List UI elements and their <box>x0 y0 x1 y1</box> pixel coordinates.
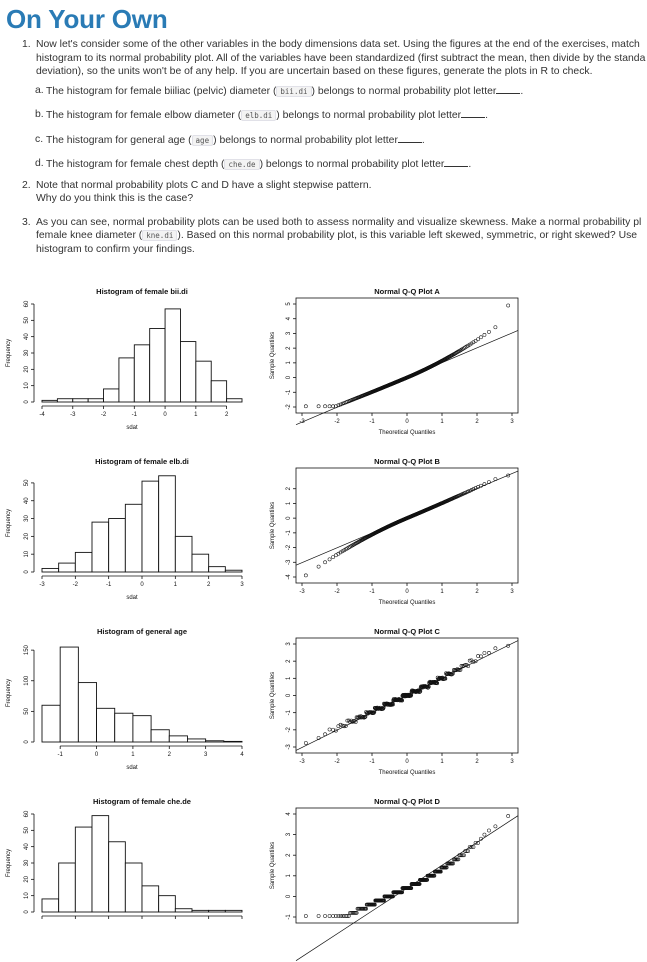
subitem-a <box>36 84 647 99</box>
histogram-bar <box>125 504 142 572</box>
subitem-text: ) belongs to normal probability plot letter <box>276 110 462 121</box>
x-tick-label: 1 <box>173 582 178 588</box>
histogram-bar <box>224 741 242 742</box>
y-tick-label: 10 <box>24 892 30 900</box>
qq-point <box>494 647 497 650</box>
histogram-bar <box>142 886 159 912</box>
subitem-number: b. <box>35 109 44 120</box>
y-axis-label: Sample Quantiles <box>270 331 276 380</box>
answer-blank[interactable] <box>461 108 485 118</box>
chart-title: Histogram of female elb.di <box>95 457 189 466</box>
histogram-bar <box>209 910 226 912</box>
qq-plot-d <box>262 792 532 962</box>
qq-point <box>476 338 479 341</box>
plot-row-4 <box>0 792 647 962</box>
subitem-end: . <box>520 85 524 97</box>
histogram-bar <box>151 730 169 742</box>
histogram-bar <box>134 345 149 402</box>
x-tick-label: 0 <box>94 752 99 758</box>
exercise-item-1 <box>0 38 647 172</box>
subitem-number: d. <box>35 158 44 169</box>
y-tick-label: 10 <box>24 382 30 390</box>
y-tick-label: -2 <box>286 404 292 410</box>
y-tick-label: 20 <box>24 533 30 540</box>
y-tick-label: 20 <box>24 875 30 883</box>
y-tick-label: 2 <box>286 853 292 857</box>
qq-reference-line <box>296 816 518 961</box>
y-axis-label: Frequency <box>6 338 12 368</box>
qq-point <box>507 814 510 817</box>
plot-frame <box>296 808 518 923</box>
x-tick-label: 2 <box>224 412 229 418</box>
histogram-bar <box>133 716 151 742</box>
qq-point <box>304 405 307 408</box>
qq-point <box>483 833 486 836</box>
x-tick-label: 0 <box>405 759 409 765</box>
x-tick-label: -2 <box>100 412 107 418</box>
y-tick-label: 0 <box>286 375 292 380</box>
histogram-bar <box>125 863 142 912</box>
chart-title: Histogram of female bii.di <box>96 287 188 296</box>
histogram-bar <box>180 342 195 402</box>
histogram-bar <box>42 899 59 912</box>
subitem-end: . <box>421 134 425 146</box>
y-axis-label: Sample Quantiles <box>270 671 276 720</box>
subitem-text: The histogram for female biiliac (pelvic) diameter ( <box>46 85 277 97</box>
y-tick-label: 1 <box>286 361 292 365</box>
y-tick-label: 30 <box>24 515 30 522</box>
qq-point <box>487 330 490 333</box>
x-tick-label: 2 <box>475 589 479 595</box>
qq-point <box>328 914 331 917</box>
subitem-end: . <box>485 110 489 121</box>
y-tick-label: 40 <box>24 843 30 851</box>
y-tick-label: 30 <box>24 349 30 357</box>
y-axis-label: Frequency <box>6 508 12 538</box>
qq-point <box>479 336 482 339</box>
y-tick-label: 4 <box>286 812 292 816</box>
chart-title: Histogram of female che.de <box>93 797 191 806</box>
item-number: 3. <box>22 216 31 228</box>
y-tick-label: -1 <box>286 389 292 395</box>
x-tick-label: -2 <box>334 419 340 425</box>
item-text-line: histogram to its normal probability plot. All of the variables have been standardized (first subtract the mean, then divide by the standa <box>36 52 646 64</box>
y-tick-label: -3 <box>286 559 292 565</box>
qq-point <box>304 574 307 577</box>
qq-plot-b <box>262 452 532 622</box>
y-tick-label: 2 <box>286 346 292 350</box>
histogram-bar <box>159 476 176 572</box>
x-tick-label: 1 <box>440 419 444 425</box>
histogram-bar <box>104 389 119 402</box>
y-tick-label: 150 <box>24 645 30 656</box>
x-tick-label: 0 <box>405 419 409 425</box>
histogram-bar <box>150 329 165 403</box>
x-tick-label: 3 <box>510 419 514 425</box>
y-tick-label: 3 <box>286 642 292 646</box>
histogram-age <box>0 622 260 792</box>
x-tick-label: -2 <box>72 582 79 588</box>
page-title: On Your Own <box>6 4 168 34</box>
x-tick-label: 2 <box>206 582 211 588</box>
histogram-bar <box>78 683 96 742</box>
x-axis-label: Theoretical Quantiles <box>378 770 436 776</box>
qq-point <box>483 333 486 336</box>
y-tick-label: 2 <box>286 487 292 491</box>
plot-frame <box>296 298 518 413</box>
x-tick-label: 4 <box>240 752 244 758</box>
qq-point <box>323 405 326 408</box>
histogram-bar <box>92 522 109 572</box>
y-tick-label: 50 <box>24 316 30 324</box>
item-text: female knee diameter ( <box>36 230 143 241</box>
qq-point <box>328 728 331 731</box>
item-text-line: Now let's consider some of the other variables in the body dimensions data set. Using the figures at the end of the exercises, match <box>36 39 640 50</box>
y-tick-label: 1 <box>286 676 292 681</box>
item-text-line: deviation), so the units won't be of any help. If you are uncertain based on these figures, generate the plots in R to check. <box>36 66 593 77</box>
y-tick-label: -2 <box>286 544 292 551</box>
histogram-bar <box>42 400 57 402</box>
qq-reference-line <box>296 641 518 751</box>
subitem-text: ) belongs to normal probability plot letter <box>259 159 445 170</box>
x-axis-label: Theoretical Quantiles <box>378 600 436 606</box>
answer-blank[interactable] <box>444 157 468 167</box>
item-text-line: histogram to confirm your findings. <box>36 243 195 255</box>
y-tick-label: 0 <box>286 894 292 899</box>
exercise-item-2 <box>0 179 647 206</box>
y-tick-label: 50 <box>24 826 30 834</box>
subitem-b <box>36 108 647 123</box>
histogram-bar <box>169 736 187 742</box>
histogram-bar <box>109 842 126 912</box>
x-tick-label: 1 <box>440 759 444 765</box>
histogram-bar <box>97 708 115 742</box>
y-tick-label: 30 <box>24 859 30 867</box>
x-axis-label: sdat <box>126 765 138 771</box>
y-tick-label: 0 <box>286 693 292 698</box>
item-number: 2. <box>22 179 31 191</box>
y-tick-label: 4 <box>286 317 292 321</box>
qq-point <box>304 741 307 744</box>
y-tick-label: 0 <box>286 516 292 520</box>
subitem-number: c. <box>35 133 44 145</box>
item-text-line: Why do you think this is the case? <box>36 193 194 204</box>
x-tick-label: 3 <box>510 589 514 595</box>
plot-row-3 <box>0 622 647 792</box>
x-tick-label: 1 <box>440 589 444 595</box>
histogram-bar <box>92 816 109 912</box>
variable-code: elb.di <box>241 110 276 121</box>
y-tick-label: 0 <box>24 400 30 404</box>
chart-title: Normal Q-Q Plot C <box>374 627 440 636</box>
histogram-bar <box>59 563 76 572</box>
x-tick-label: 2 <box>475 419 479 425</box>
y-axis-label: Sample Quantiles <box>270 501 276 550</box>
qq-reference-line <box>296 330 518 424</box>
plot-row-1 <box>0 282 647 452</box>
qq-point <box>323 914 326 917</box>
variable-code: kne.di <box>142 230 177 241</box>
x-tick-label: 3 <box>510 759 514 765</box>
histogram-bar <box>59 863 76 912</box>
y-axis-label: Frequency <box>6 678 12 708</box>
histogram-bar <box>225 570 242 572</box>
item-text-line: As you can see, normal probability plots can be used both to assess normality and visualize skewness. Make a normal probability pl <box>36 216 642 228</box>
histogram-bar <box>60 647 78 742</box>
y-tick-label: -1 <box>286 914 292 920</box>
chart-title: Normal Q-Q Plot A <box>374 287 440 296</box>
y-tick-label: 3 <box>286 331 292 336</box>
plot-row-2 <box>0 452 647 622</box>
histogram-bar <box>187 739 205 742</box>
qq-point <box>328 405 331 408</box>
subitem-d <box>36 157 647 172</box>
x-tick-label: 1 <box>194 412 198 418</box>
chart-title: Normal Q-Q Plot B <box>374 457 440 466</box>
chart-title: Histogram of general age <box>96 627 188 636</box>
variable-code: che.de <box>224 159 259 170</box>
histogram-bar <box>88 399 103 402</box>
histogram-bar <box>225 910 242 912</box>
x-tick-label: -1 <box>57 752 63 758</box>
qq-point <box>317 914 320 917</box>
qq-point <box>317 405 320 408</box>
qq-point <box>507 304 510 307</box>
histogram-bii-di <box>0 282 260 452</box>
histogram-bar <box>206 741 224 742</box>
subitem-number: a. <box>35 84 44 96</box>
histogram-che-de <box>0 792 260 962</box>
x-tick-label: 3 <box>203 752 208 758</box>
qq-point <box>494 825 497 828</box>
y-tick-label: 60 <box>24 300 30 308</box>
x-axis-label: sdat <box>126 595 138 601</box>
qq-point <box>317 565 320 568</box>
y-tick-label: 0 <box>24 910 30 914</box>
y-tick-label: 100 <box>24 675 30 686</box>
histogram-bar <box>175 909 192 912</box>
x-tick-label: -3 <box>299 589 305 595</box>
chart-title: Normal Q-Q Plot D <box>374 797 440 806</box>
x-tick-label: -3 <box>70 412 76 418</box>
x-tick-label: -3 <box>39 582 45 588</box>
x-tick-label: -1 <box>105 582 112 588</box>
subitem-end: . <box>468 159 472 170</box>
qq-point <box>494 326 497 329</box>
figure-panel <box>0 282 647 918</box>
y-tick-label: 50 <box>24 479 30 487</box>
qq-plot-c <box>262 622 532 792</box>
item-number: 1. <box>22 39 31 50</box>
answer-blank[interactable] <box>398 133 422 143</box>
x-tick-label: -1 <box>131 412 137 418</box>
y-tick-label: 50 <box>24 708 30 715</box>
x-tick-label: -3 <box>299 419 305 425</box>
x-axis-label: sdat <box>126 425 138 431</box>
histogram-bar <box>192 554 209 572</box>
histogram-bar <box>142 481 159 572</box>
x-tick-label: 2 <box>475 759 479 765</box>
exercise-list <box>0 38 647 263</box>
y-tick-label: 2 <box>286 659 292 663</box>
x-tick-label: -2 <box>334 759 340 765</box>
subitem-text: The histogram for general age ( <box>46 134 192 146</box>
histogram-bar <box>75 552 92 572</box>
exercise-item-3 <box>0 216 647 257</box>
x-tick-label: -3 <box>299 759 305 765</box>
y-tick-label: 0 <box>24 740 30 744</box>
x-axis-label: Theoretical Quantiles <box>378 430 436 436</box>
histogram-bar <box>42 705 60 742</box>
histogram-bar <box>159 896 176 912</box>
y-tick-label: 0 <box>24 570 30 574</box>
x-tick-label: 2 <box>167 752 171 758</box>
histogram-bar <box>209 567 226 572</box>
x-tick-label: 3 <box>240 582 244 588</box>
x-tick-label: 1 <box>131 752 135 758</box>
qq-point <box>331 556 334 559</box>
histogram-bar <box>165 309 180 402</box>
histogram-elb-di <box>0 452 260 622</box>
histogram-bar <box>196 361 211 402</box>
item-text: ). Based on this normal probability plot, is this variable left skewed, symmetric, or right skewed? Use <box>177 230 638 241</box>
y-tick-label: 5 <box>286 302 292 306</box>
y-tick-label: 40 <box>24 497 30 505</box>
subitem-text: ) belongs to normal probability plot letter <box>213 134 398 146</box>
histogram-bar <box>192 910 209 912</box>
subitem-text: ) belongs to normal probability plot letter <box>311 85 497 97</box>
y-tick-label: 20 <box>24 365 30 373</box>
histogram-bar <box>227 399 242 402</box>
x-tick-label: -2 <box>334 589 340 595</box>
x-tick-label: 0 <box>405 589 409 595</box>
x-tick-label: -1 <box>369 419 375 425</box>
subitem-text: The histogram for female elbow diameter ( <box>46 110 242 121</box>
y-tick-label: -1 <box>286 530 292 536</box>
y-axis-label: Sample Quantiles <box>270 841 276 890</box>
subitem-list <box>36 84 647 172</box>
x-tick-label: -4 <box>39 412 45 418</box>
histogram-bar <box>211 381 226 402</box>
histogram-bar <box>109 519 126 572</box>
subitem-c <box>36 133 647 148</box>
item-text-line <box>36 229 647 243</box>
histogram-bar <box>119 358 134 402</box>
y-tick-label: -2 <box>286 727 292 733</box>
qq-point <box>328 558 331 561</box>
qq-point <box>483 651 486 654</box>
x-tick-label: -1 <box>369 759 375 765</box>
histogram-bar <box>73 399 88 402</box>
y-tick-label: 1 <box>286 501 292 506</box>
x-tick-label: -1 <box>369 589 375 595</box>
y-tick-label: -1 <box>286 709 292 716</box>
y-tick-label: 60 <box>24 810 30 818</box>
qq-point <box>487 829 490 832</box>
y-tick-label: 3 <box>286 832 292 837</box>
y-tick-label: 40 <box>24 333 30 341</box>
variable-code: age <box>192 135 214 146</box>
qq-point <box>323 561 326 564</box>
variable-code: bii.di <box>276 86 311 97</box>
qq-reference-line <box>296 471 518 565</box>
y-axis-label: Frequency <box>6 848 12 878</box>
y-tick-label: 1 <box>286 874 292 878</box>
histogram-bar <box>115 713 133 742</box>
x-tick-label: 0 <box>163 412 167 418</box>
y-tick-label: -3 <box>286 744 292 750</box>
histogram-bar <box>175 536 192 572</box>
subitem-text: The histogram for female chest depth ( <box>46 159 225 170</box>
histogram-bar <box>42 568 59 572</box>
y-tick-label: 10 <box>24 550 30 558</box>
y-tick-label: -4 <box>286 574 292 580</box>
item-text-line: Note that normal probability plots C and D have a slight stepwise pattern. <box>36 179 372 191</box>
histogram-bar <box>75 827 92 912</box>
qq-point <box>304 914 307 917</box>
histogram-bar <box>57 399 72 402</box>
answer-blank[interactable] <box>496 84 520 94</box>
qq-plot-a <box>262 282 532 452</box>
x-tick-label: 0 <box>140 582 144 588</box>
